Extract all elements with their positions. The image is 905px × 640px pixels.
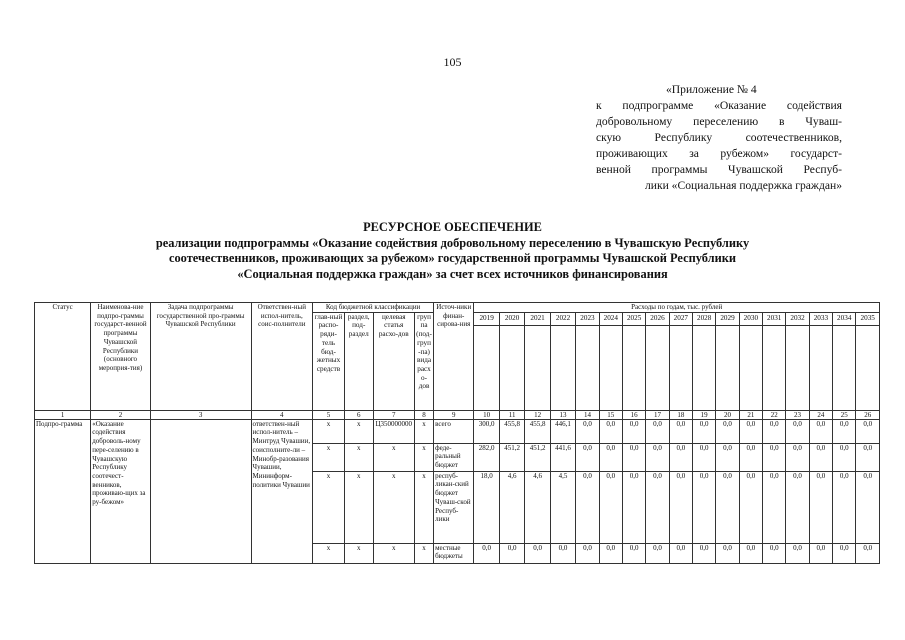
- cell-value: 0,0: [739, 443, 762, 471]
- page-number: 105: [443, 55, 462, 69]
- cell-value: 0,0: [693, 419, 716, 443]
- header-target: целевая статья расхо-дов: [373, 312, 414, 410]
- year-header: 2027: [669, 312, 692, 325]
- cell-value: 0,0: [576, 419, 599, 443]
- cell-value: 455,8: [525, 419, 550, 443]
- year-column-body: [856, 325, 880, 410]
- year-column-body: [693, 325, 716, 410]
- year-column-body: [739, 325, 762, 410]
- column-index-cell: 18: [669, 410, 692, 419]
- heading-line: реализации подпрограммы «Оказание содействия добровольному переселению в Чувашскую Республику: [155, 235, 750, 250]
- cell-value: 446,1: [550, 419, 575, 443]
- cell-value: 4,6: [499, 471, 524, 543]
- year-header: 2022: [550, 312, 575, 325]
- document-heading: [0, 220, 905, 282]
- cell-value: 0,0: [763, 471, 786, 543]
- cell-value: 0,0: [599, 443, 622, 471]
- appendix-line: проживающих за рубежом» государст-: [596, 147, 842, 160]
- column-index-cell: 12: [525, 410, 550, 419]
- cell-value: 0,0: [739, 543, 762, 563]
- year-column-body: [809, 325, 832, 410]
- cell-value: 0,0: [716, 443, 739, 471]
- column-index-cell: 20: [716, 410, 739, 419]
- column-index-cell: 4: [251, 410, 313, 419]
- cell-value: 0,0: [499, 543, 524, 563]
- cell-gr: x: [313, 443, 345, 471]
- year-header: 2023: [576, 312, 599, 325]
- year-column-body: [833, 325, 856, 410]
- year-header: 2033: [809, 312, 832, 325]
- column-index-cell: 15: [599, 410, 622, 419]
- cell-value: 0,0: [599, 419, 622, 443]
- header-expenses: Расходы по годам, тыс. рублей: [474, 303, 880, 313]
- column-index-cell: 1: [35, 410, 91, 419]
- cell-value: 0,0: [786, 543, 809, 563]
- year-column-body: [646, 325, 669, 410]
- column-index-cell: 25: [833, 410, 856, 419]
- cell-value: 0,0: [669, 471, 692, 543]
- year-header: 2021: [525, 312, 550, 325]
- cell-group: x: [414, 471, 433, 543]
- appendix-line: к подпрограмме «Оказание содействия: [596, 99, 842, 112]
- year-header: 2029: [716, 312, 739, 325]
- column-index-cell: 22: [763, 410, 786, 419]
- column-index-cell: 19: [693, 410, 716, 419]
- cell-value: 282,0: [474, 443, 499, 471]
- cell-target: x: [373, 543, 414, 563]
- header-gr: глав-ный распо-ряди-тель бюд-жетных средств: [313, 312, 345, 410]
- cell-value: 0,0: [763, 419, 786, 443]
- cell-value: 0,0: [576, 443, 599, 471]
- header-budget-code: Код бюджетной классификации: [313, 303, 434, 313]
- cell-value: 0,0: [622, 543, 645, 563]
- cell-value: 0,0: [693, 443, 716, 471]
- year-header: 2019: [474, 312, 499, 325]
- cell-group: x: [414, 543, 433, 563]
- cell-section: x: [344, 471, 373, 543]
- cell-value: 451,2: [525, 443, 550, 471]
- column-index-cell: 10: [474, 410, 499, 419]
- cell-value: 0,0: [646, 419, 669, 443]
- cell-gr: x: [313, 543, 345, 563]
- column-index-cell: 13: [550, 410, 575, 419]
- cell-value: 0,0: [550, 543, 575, 563]
- cell-value: 441,6: [550, 443, 575, 471]
- year-header: 2034: [833, 312, 856, 325]
- cell-value: 0,0: [622, 471, 645, 543]
- column-index-cell: 11: [499, 410, 524, 419]
- cell-value: 0,0: [576, 543, 599, 563]
- heading-line: соотечественников, проживающих за рубежом» государственной программы Чувашской Республики: [168, 251, 737, 265]
- cell-target: x: [373, 443, 414, 471]
- cell-section: x: [344, 543, 373, 563]
- row-program-name: «Оказание содействия доброволь-ному пере-селению в Чувашскую Республику соотечест-венников, проживаю-щих за ру-бежом»: [91, 419, 150, 563]
- year-header: 2030: [739, 312, 762, 325]
- column-index-cell: 14: [576, 410, 599, 419]
- year-header: 2032: [786, 312, 809, 325]
- cell-value: 0,0: [763, 543, 786, 563]
- year-header: 2031: [763, 312, 786, 325]
- cell-value: 4,5: [550, 471, 575, 543]
- cell-value: 0,0: [716, 471, 739, 543]
- cell-value: 0,0: [856, 419, 880, 443]
- cell-value: 0,0: [833, 543, 856, 563]
- cell-value: 455,8: [499, 419, 524, 443]
- cell-value: 0,0: [646, 443, 669, 471]
- cell-target: Ц350000000: [373, 419, 414, 443]
- cell-value: 0,0: [809, 471, 832, 543]
- cell-value: 0,0: [669, 543, 692, 563]
- cell-value: 0,0: [786, 443, 809, 471]
- row-status: Подпро-грамма: [35, 419, 91, 563]
- cell-group: x: [414, 443, 433, 471]
- cell-value: 0,0: [856, 443, 880, 471]
- heading-line: «Социальная поддержка граждан» за счет всех источников финансирования: [237, 266, 668, 281]
- year-column-body: [669, 325, 692, 410]
- year-header: 2020: [499, 312, 524, 325]
- appendix-line: лики «Социальная поддержка граждан»: [644, 179, 842, 192]
- cell-value: 0,0: [669, 443, 692, 471]
- column-index-cell: 24: [809, 410, 832, 419]
- column-index-cell: 21: [739, 410, 762, 419]
- column-index-cell: 5: [313, 410, 345, 419]
- cell-value: 0,0: [833, 419, 856, 443]
- column-index-cell: 17: [646, 410, 669, 419]
- cell-source: феде-ральный бюджет: [434, 443, 474, 471]
- cell-value: 0,0: [525, 543, 550, 563]
- cell-gr: x: [313, 419, 345, 443]
- year-column-body: [716, 325, 739, 410]
- cell-value: 0,0: [622, 443, 645, 471]
- cell-value: 0,0: [474, 543, 499, 563]
- column-index-row: [35, 410, 880, 419]
- cell-value: 0,0: [716, 543, 739, 563]
- cell-value: 0,0: [809, 419, 832, 443]
- cell-source: местные бюджеты: [434, 543, 474, 563]
- header-task: Задача подпрограммы государственной про-граммы Чувашской Республики: [150, 303, 251, 411]
- cell-group: x: [414, 419, 433, 443]
- appendix-line: скую Республику соотечественников,: [596, 131, 842, 144]
- cell-value: 300,0: [474, 419, 499, 443]
- cell-value: 0,0: [716, 419, 739, 443]
- column-index-cell: 9: [434, 410, 474, 419]
- header-name: Наименова-ние подпро-граммы государст-венной программы Чувашской Республики (основного мероприя-тия): [91, 303, 150, 411]
- cell-value: 0,0: [739, 471, 762, 543]
- cell-value: 0,0: [809, 543, 832, 563]
- resource-table: [34, 302, 880, 564]
- cell-section: x: [344, 419, 373, 443]
- heading-title: РЕСУРСНОЕ ОБЕСПЕЧЕНИЕ: [363, 220, 542, 234]
- cell-value: 0,0: [786, 471, 809, 543]
- cell-source: респуб-ликан-ский бюджет Чуваш-ской Респуб-лики: [434, 471, 474, 543]
- year-header: 2028: [693, 312, 716, 325]
- cell-value: 0,0: [856, 471, 880, 543]
- row-task: [150, 419, 251, 563]
- column-index-cell: 2: [91, 410, 150, 419]
- header-group: группа (под-груп-па) вида расхо-дов: [414, 312, 433, 410]
- column-index-cell: 26: [856, 410, 880, 419]
- year-column-body: [550, 325, 575, 410]
- cell-value: 0,0: [599, 471, 622, 543]
- cell-value: 0,0: [739, 419, 762, 443]
- year-column-body: [474, 325, 499, 410]
- cell-value: 18,0: [474, 471, 499, 543]
- cell-value: 451,2: [499, 443, 524, 471]
- column-index-cell: 16: [622, 410, 645, 419]
- year-column-body: [599, 325, 622, 410]
- cell-value: 0,0: [833, 471, 856, 543]
- row-responsible: ответствен-ный испол-нитель – Минтруд Чувашии, соисполните-ли – Минобр-разования Чувашии, Мининформ-политики Чувашии: [251, 419, 313, 563]
- header-responsible: Ответствен-ный испол-нитель, соис-полнители: [251, 303, 313, 411]
- column-index-cell: 6: [344, 410, 373, 419]
- cell-value: 0,0: [669, 419, 692, 443]
- header-source: Источ-ники финан-сирова-ния: [434, 303, 474, 411]
- appendix-line: венной программы Чувашской Респуб-: [596, 163, 842, 176]
- cell-gr: x: [313, 471, 345, 543]
- year-header: 2024: [599, 312, 622, 325]
- column-index-cell: 3: [150, 410, 251, 419]
- year-column-body: [499, 325, 524, 410]
- cell-source: всего: [434, 419, 474, 443]
- year-header: 2026: [646, 312, 669, 325]
- column-index-cell: 8: [414, 410, 433, 419]
- cell-value: 0,0: [622, 419, 645, 443]
- year-header: 2035: [856, 312, 880, 325]
- cell-value: 0,0: [833, 443, 856, 471]
- cell-value: 0,0: [646, 543, 669, 563]
- cell-value: 0,0: [809, 443, 832, 471]
- year-column-body: [786, 325, 809, 410]
- cell-value: 0,0: [599, 543, 622, 563]
- cell-value: 0,0: [786, 419, 809, 443]
- cell-value: 0,0: [763, 443, 786, 471]
- year-column-body: [525, 325, 550, 410]
- header-section: раздел, под-раздел: [344, 312, 373, 410]
- header-status: Статус: [35, 303, 91, 411]
- year-column-body: [763, 325, 786, 410]
- column-index-cell: 7: [373, 410, 414, 419]
- year-column-body: [576, 325, 599, 410]
- year-column-body: [622, 325, 645, 410]
- cell-value: 4,6: [525, 471, 550, 543]
- appendix-note: [596, 82, 842, 194]
- cell-value: 0,0: [856, 543, 880, 563]
- appendix-line: «Приложение № 4: [666, 83, 757, 96]
- table-row: [35, 419, 880, 443]
- year-header: 2025: [622, 312, 645, 325]
- cell-section: x: [344, 443, 373, 471]
- cell-value: 0,0: [693, 471, 716, 543]
- cell-value: 0,0: [693, 543, 716, 563]
- cell-target: x: [373, 471, 414, 543]
- cell-value: 0,0: [646, 471, 669, 543]
- cell-value: 0,0: [576, 471, 599, 543]
- appendix-line: добровольному переселению в Чуваш-: [596, 115, 842, 128]
- column-index-cell: 23: [786, 410, 809, 419]
